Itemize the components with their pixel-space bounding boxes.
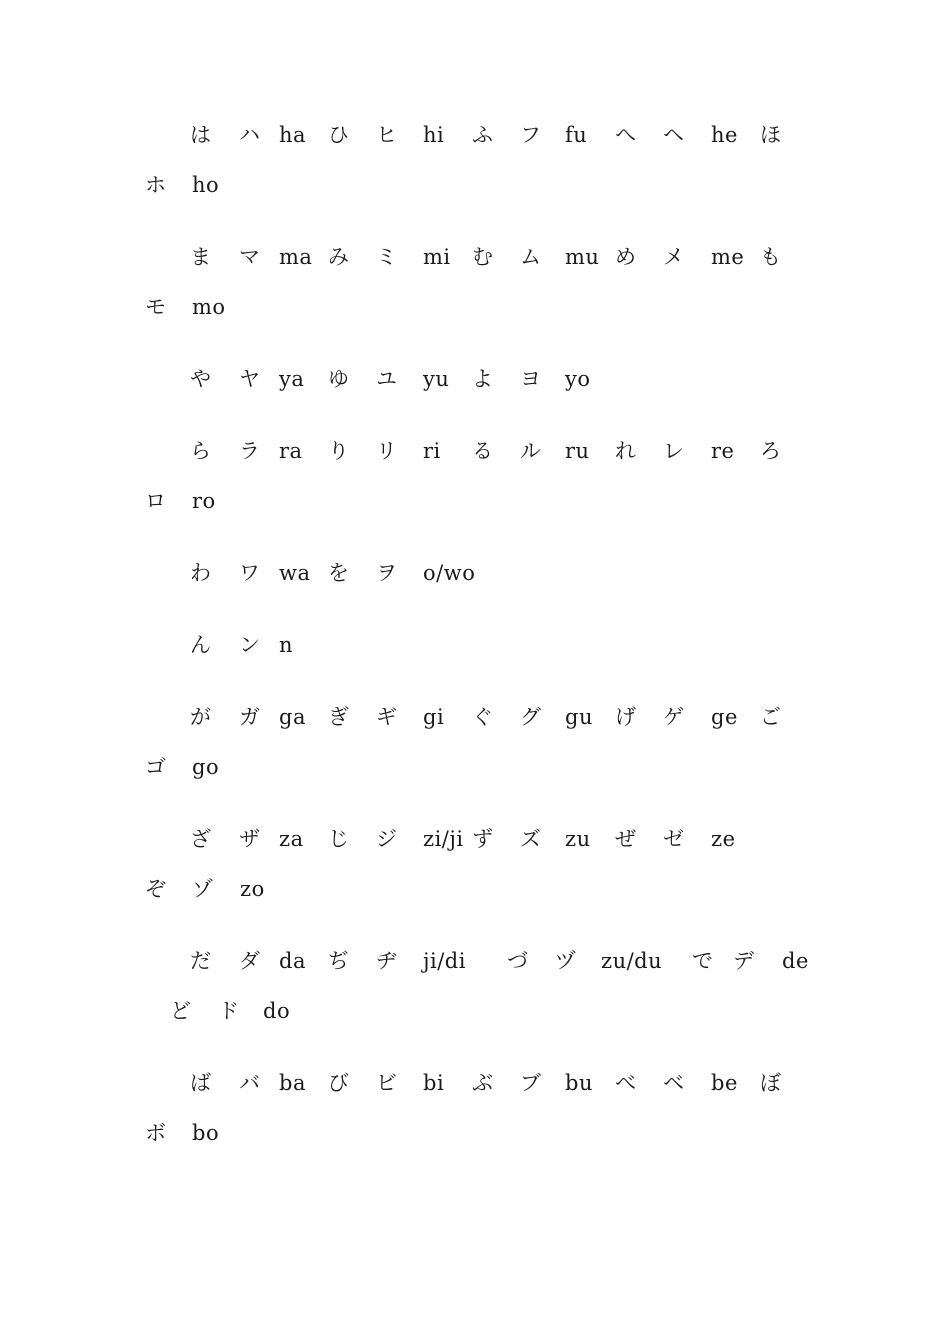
- kana-cell: mo: [192, 295, 226, 319]
- kana-cell: ge: [711, 705, 738, 729]
- kana-cell: ji/di: [423, 949, 466, 973]
- kana-line: [145, 1058, 825, 1108]
- kana-cell: zu/du: [601, 949, 663, 973]
- kana-cell: ベ: [663, 1071, 685, 1095]
- kana-cell: ワ: [239, 561, 261, 585]
- kana-cell: を: [328, 561, 350, 585]
- kana-cell: ぼ: [760, 1071, 782, 1095]
- kana-cell: hi: [423, 123, 445, 147]
- kana-line: [145, 282, 825, 332]
- kana-line: [145, 620, 825, 670]
- kana-cell: ハ: [239, 123, 261, 147]
- kana-line: [145, 864, 825, 914]
- kana-cell: o/wo: [423, 561, 476, 585]
- kana-cell: ヨ: [520, 367, 542, 391]
- kana-cell: ラ: [239, 439, 261, 463]
- kana-cell: モ: [145, 295, 167, 319]
- kana-cell: he: [711, 123, 738, 147]
- kana-line: [145, 936, 825, 986]
- kana-cell: ヘ: [663, 123, 685, 147]
- kana-cell: み: [328, 245, 350, 269]
- kana-cell: ゴ: [145, 755, 167, 779]
- kana-cell: ブ: [520, 1071, 542, 1095]
- kana-cell: ン: [239, 633, 261, 657]
- kana-cell: ガ: [239, 705, 261, 729]
- kana-cell: ザ: [239, 827, 261, 851]
- kana-cell: go: [192, 755, 220, 779]
- kana-line: [145, 110, 825, 160]
- kana-cell: ビ: [376, 1071, 398, 1095]
- kana-cell: ふ: [472, 123, 494, 147]
- kana-cell: re: [711, 439, 735, 463]
- kana-cell: yo: [565, 367, 591, 391]
- kana-cell: ヒ: [376, 123, 398, 147]
- kana-cell: ヤ: [239, 367, 261, 391]
- kana-cell: ゼ: [663, 827, 685, 851]
- kana-cell: ロ: [145, 489, 167, 513]
- kana-row: [145, 814, 825, 914]
- kana-cell: ga: [279, 705, 306, 729]
- kana-cell: ム: [520, 245, 542, 269]
- kana-cell: ズ: [520, 827, 542, 851]
- kana-cell: zi/ji: [423, 827, 464, 851]
- kana-cell: レ: [663, 439, 685, 463]
- kana-line: [145, 476, 825, 526]
- kana-cell: de: [782, 949, 809, 973]
- kana-cell: ゾ: [192, 877, 214, 901]
- kana-cell: bu: [565, 1071, 593, 1095]
- kana-cell: ゆ: [328, 367, 350, 391]
- kana-cell: ホ: [145, 173, 167, 197]
- kana-cell: ri: [423, 439, 441, 463]
- kana-row: [145, 936, 825, 1036]
- kana-cell: ぎ: [328, 705, 350, 729]
- kana-cell: ひ: [328, 123, 350, 147]
- kana-cell: gi: [423, 705, 445, 729]
- kana-cell: ヅ: [555, 949, 577, 973]
- kana-line: [145, 1108, 825, 1158]
- kana-cell: ダ: [239, 949, 261, 973]
- kana-cell: ヂ: [376, 949, 398, 973]
- kana-cell: メ: [663, 245, 685, 269]
- kana-cell: gu: [565, 705, 593, 729]
- kana-cell: ぐ: [472, 705, 494, 729]
- kana-cell: ほ: [760, 123, 782, 147]
- kana-row: [145, 110, 825, 210]
- kana-cell: ぢ: [328, 949, 350, 973]
- kana-line: [145, 814, 825, 864]
- kana-cell: n: [279, 633, 294, 657]
- kana-cell: bo: [192, 1121, 220, 1145]
- kana-cell: る: [472, 439, 494, 463]
- kana-row: [145, 426, 825, 526]
- kana-cell: za: [279, 827, 304, 851]
- kana-cell: ぜ: [615, 827, 637, 851]
- kana-cell: ボ: [145, 1121, 167, 1145]
- kana-cell: wa: [279, 561, 311, 585]
- kana-cell: フ: [520, 123, 542, 147]
- kana-cell: ど: [170, 999, 192, 1023]
- kana-cell: デ: [733, 949, 755, 973]
- kana-cell: ru: [565, 439, 590, 463]
- kana-cell: も: [760, 245, 782, 269]
- kana-line: [145, 742, 825, 792]
- kana-line: [145, 548, 825, 598]
- kana-cell: bi: [423, 1071, 445, 1095]
- kana-cell: ya: [279, 367, 305, 391]
- kana-cell: ゲ: [663, 705, 685, 729]
- kana-cell: グ: [520, 705, 542, 729]
- kana-cell: べ: [615, 1071, 637, 1095]
- kana-cell: zo: [240, 877, 265, 901]
- kana-row: [145, 354, 825, 404]
- kana-cell: da: [279, 949, 306, 973]
- kana-cell: ギ: [376, 705, 398, 729]
- kana-row: [145, 1058, 825, 1158]
- kana-cell: mi: [423, 245, 451, 269]
- kana-cell: do: [263, 999, 291, 1023]
- kana-cell: ho: [192, 173, 220, 197]
- kana-cell: よ: [472, 367, 494, 391]
- kana-cell: ma: [279, 245, 313, 269]
- kana-cell: ze: [711, 827, 736, 851]
- kana-cell: り: [328, 439, 350, 463]
- kana-cell: わ: [190, 561, 212, 585]
- kana-cell: ミ: [376, 245, 398, 269]
- kana-line: [145, 426, 825, 476]
- kana-cell: で: [692, 949, 714, 973]
- kana-cell: リ: [376, 439, 398, 463]
- kana-line: [145, 986, 825, 1036]
- kana-cell: ま: [190, 245, 212, 269]
- kana-cell: ん: [190, 633, 212, 657]
- kana-cell: yu: [423, 367, 450, 391]
- kana-cell: ぞ: [145, 877, 167, 901]
- kana-cell: ば: [190, 1071, 212, 1095]
- kana-cell: び: [328, 1071, 350, 1095]
- kana-cell: が: [190, 705, 212, 729]
- kana-cell: ba: [279, 1071, 306, 1095]
- kana-cell: バ: [239, 1071, 261, 1095]
- kana-cell: づ: [507, 949, 529, 973]
- kana-cell: ジ: [376, 827, 398, 851]
- kana-cell: ご: [760, 705, 782, 729]
- kana-cell: は: [190, 123, 212, 147]
- kana-cell: マ: [239, 245, 261, 269]
- kana-row: [145, 620, 825, 670]
- kana-cell: be: [711, 1071, 738, 1095]
- kana-cell: ヲ: [376, 561, 398, 585]
- kana-row: [145, 692, 825, 792]
- kana-cell: へ: [615, 123, 637, 147]
- kana-line: [145, 354, 825, 404]
- kana-cell: れ: [615, 439, 637, 463]
- kana-cell: や: [190, 367, 212, 391]
- kana-cell: ざ: [190, 827, 212, 851]
- kana-cell: ら: [190, 439, 212, 463]
- kana-cell: ル: [520, 439, 542, 463]
- kana-cell: め: [615, 245, 637, 269]
- kana-cell: ド: [218, 999, 240, 1023]
- kana-cell: ra: [279, 439, 303, 463]
- kana-cell: mu: [565, 245, 600, 269]
- kana-line: [145, 692, 825, 742]
- kana-cell: ず: [472, 827, 494, 851]
- kana-cell: ろ: [760, 439, 782, 463]
- kana-cell: む: [472, 245, 494, 269]
- kana-cell: だ: [190, 949, 212, 973]
- kana-line: [145, 232, 825, 282]
- kana-cell: zu: [565, 827, 591, 851]
- kana-cell: げ: [615, 705, 637, 729]
- kana-cell: me: [711, 245, 745, 269]
- kana-cell: fu: [565, 123, 588, 147]
- kana-row: [145, 232, 825, 332]
- kana-line: [145, 160, 825, 210]
- kana-row: [145, 548, 825, 598]
- kana-cell: ha: [279, 123, 307, 147]
- kana-cell: ro: [192, 489, 216, 513]
- kana-cell: ユ: [376, 367, 398, 391]
- kana-cell: ぶ: [472, 1071, 494, 1095]
- kana-cell: じ: [328, 827, 350, 851]
